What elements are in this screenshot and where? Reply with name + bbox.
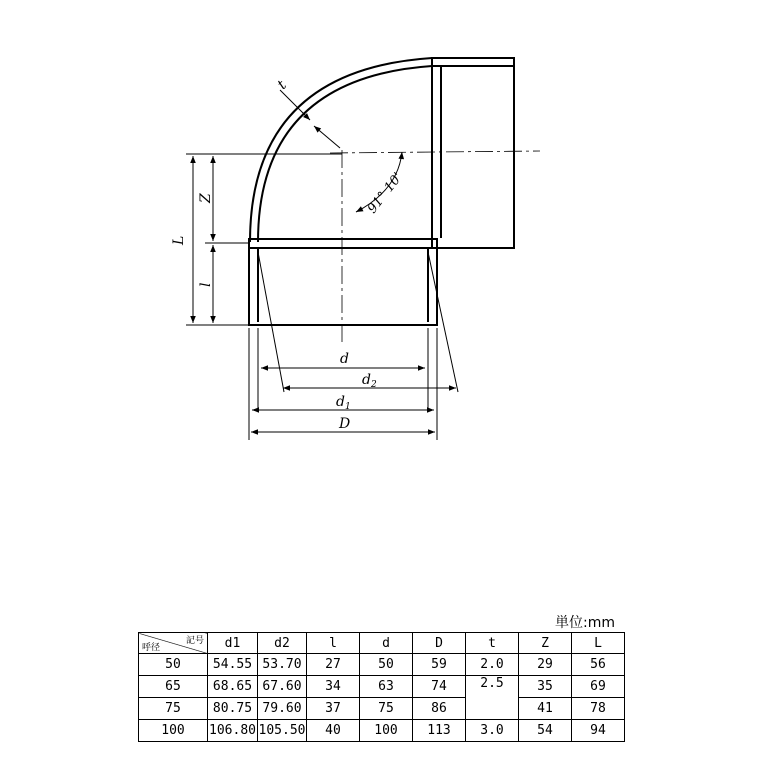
cell-D: 86 xyxy=(413,698,466,720)
col-header-Z: Z xyxy=(519,633,572,654)
cell-d2: 79.60 xyxy=(258,698,307,720)
label-angle: 91° 10' xyxy=(364,169,406,217)
cell-l: 40 xyxy=(307,720,360,742)
cell-d2: 67.60 xyxy=(258,676,307,698)
cell-d: 100 xyxy=(360,720,413,742)
col-header-d2: d2 xyxy=(258,633,307,654)
table-row xyxy=(139,676,625,698)
cell-l: 34 xyxy=(307,676,360,698)
table-row xyxy=(139,654,625,676)
lower-socket xyxy=(249,239,437,325)
cell-t: 2.5 xyxy=(466,676,519,720)
cell-L: 69 xyxy=(572,676,625,698)
cell-D: 113 xyxy=(413,720,466,742)
cell-Z: 41 xyxy=(519,698,572,720)
cell-l: 27 xyxy=(307,654,360,676)
cell-L: 56 xyxy=(572,654,625,676)
col-header-d1: d1 xyxy=(208,633,258,654)
right-socket xyxy=(432,58,514,248)
cell-t: 3.0 xyxy=(466,720,519,742)
label-D: D xyxy=(339,416,351,432)
label-l: l xyxy=(198,282,214,287)
cell-d: 75 xyxy=(360,698,413,720)
col-header-l: l xyxy=(307,633,360,654)
cell-L: 94 xyxy=(572,720,625,742)
cell-D: 74 xyxy=(413,676,466,698)
label-t: t xyxy=(274,77,290,93)
label-Z: Z xyxy=(198,193,214,203)
label-d: d xyxy=(340,351,349,367)
table-header-row xyxy=(139,633,625,654)
label-L: L xyxy=(171,235,187,245)
table-row xyxy=(139,720,625,742)
cell-Z: 29 xyxy=(519,654,572,676)
cell-d: 63 xyxy=(360,676,413,698)
cell-d2: 105.50 xyxy=(258,720,307,742)
label-d2: $d_2$ xyxy=(362,372,377,390)
cell-d: 50 xyxy=(360,654,413,676)
cell-d2: 53.70 xyxy=(258,654,307,676)
cell-size: 100 xyxy=(139,720,208,742)
col-header-t: t xyxy=(466,633,519,654)
corner-symbol-label: 記号 xyxy=(185,636,204,646)
cell-Z: 54 xyxy=(519,720,572,742)
cell-l: 37 xyxy=(307,698,360,720)
cell-Z: 35 xyxy=(519,676,572,698)
col-header-D: D xyxy=(413,633,466,654)
corner-size-label: 呼径 xyxy=(142,643,161,653)
table-corner-cell xyxy=(139,633,208,654)
cell-d1: 106.80 xyxy=(208,720,258,742)
table-row xyxy=(139,698,625,720)
cell-size: 75 xyxy=(139,698,208,720)
cell-d1: 68.65 xyxy=(208,676,258,698)
unit-label: 単位:mm xyxy=(555,615,615,631)
cell-D: 59 xyxy=(413,654,466,676)
cell-t: 2.0 xyxy=(466,654,519,676)
dimension-lines xyxy=(186,90,458,440)
cell-size: 65 xyxy=(139,676,208,698)
cell-L: 78 xyxy=(572,698,625,720)
label-d1: $d_1$ xyxy=(336,394,351,412)
col-header-L: L xyxy=(572,633,625,654)
cell-size: 50 xyxy=(139,654,208,676)
dimension-table xyxy=(138,632,625,742)
cell-d1: 54.55 xyxy=(208,654,258,676)
cell-d1: 80.75 xyxy=(208,698,258,720)
col-header-d: d xyxy=(360,633,413,654)
